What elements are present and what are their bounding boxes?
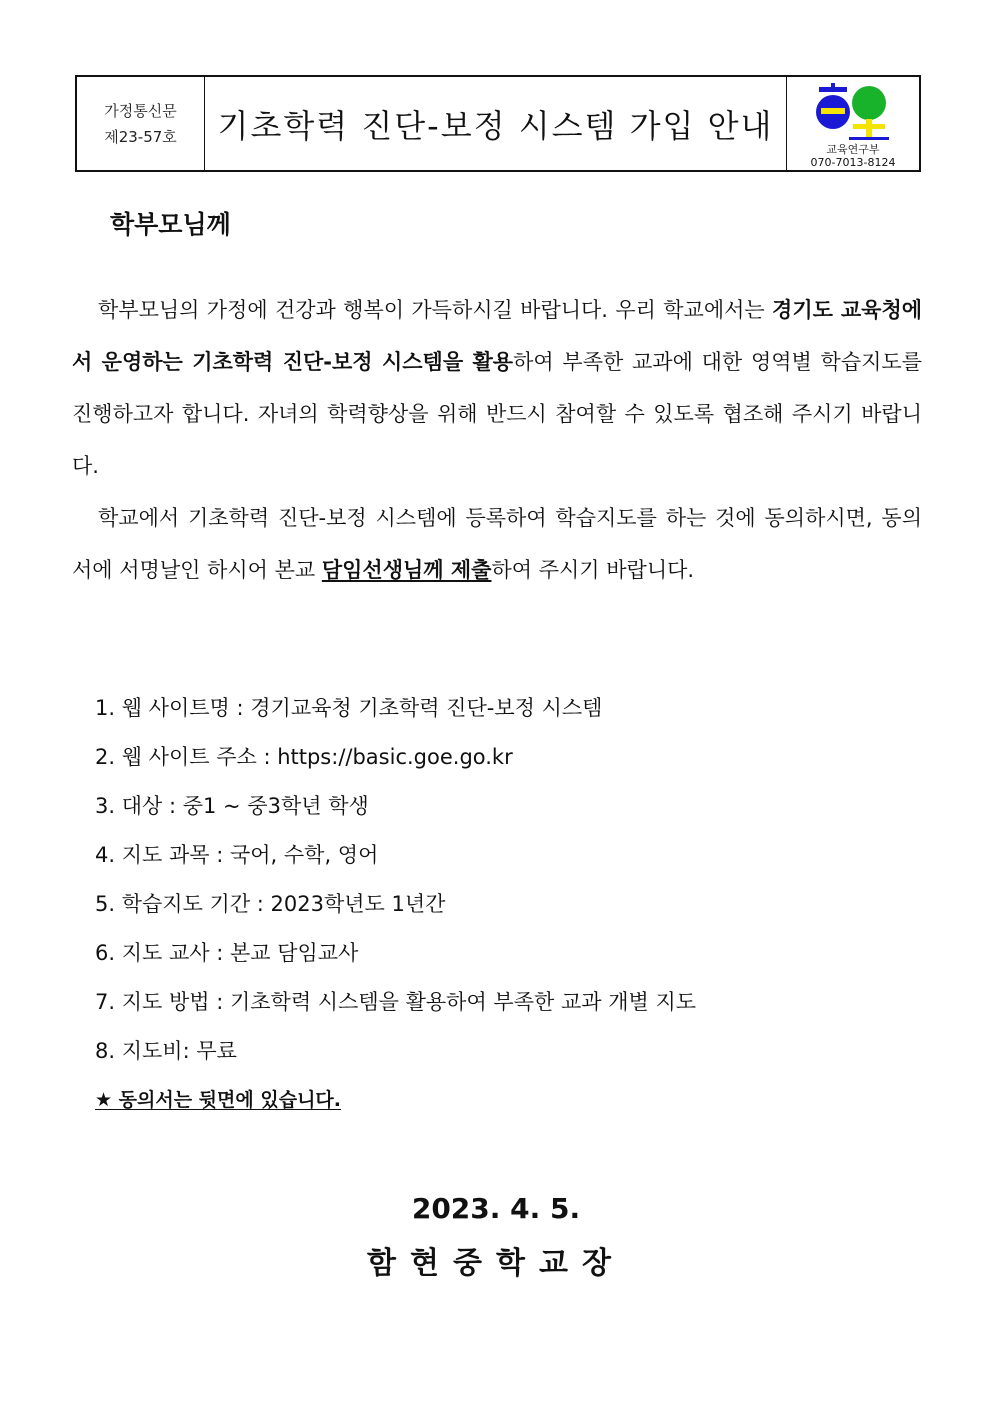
doc-number: 제23-57호 — [104, 127, 177, 146]
page-title: 기초학력 진단-보정 시스템 가입 안내 — [217, 106, 774, 145]
p1-text-b: 하여 부족한 교과에 대한 영역별 학습지도를 진행하고자 합니다. 자녀의 학력향상을 위해 반드시 참여할 수 있도록 협조해 주시기 바랍니다. — [72, 350, 922, 478]
list-item: 8. 지도비: 무료 — [95, 1039, 237, 1063]
doc-type: 가정통신문 — [104, 101, 177, 120]
p1-text-a: 학부모님의 가정에 건강과 행복이 가득하시길 바랍니다. 우리 학교에서는 — [98, 298, 773, 322]
document-header — [75, 75, 921, 172]
school-logo-cell — [786, 77, 919, 170]
p2-text-a: 학교에서 기초학력 진단-보정 시스템에 등록하여 학습지도를 하는 것에 동의하시면, 동의서에 서명날인 하시어 본교 — [72, 506, 922, 582]
doc-info-cell — [77, 77, 205, 170]
list-item: 1. 웹 사이트명 : 경기교육청 기초학력 진단-보정 시스템 — [95, 696, 603, 720]
list-item: 4. 지도 과목 : 국어, 수학, 영어 — [95, 843, 379, 867]
list-item: 6. 지도 교사 : 본교 담임교사 — [95, 941, 359, 965]
school-emblem-icon — [815, 83, 891, 143]
p2-text-b: 하여 주시기 바랍니다. — [491, 558, 695, 582]
p2-underlined-text: 담임선생님께 제출 — [321, 558, 492, 582]
list-item: 3. 대상 : 중1 ~ 중3학년 학생 — [95, 794, 369, 818]
dept-phone: 070-7013-8124 — [810, 156, 896, 169]
list-item: 5. 학습지도 기간 : 2023학년도 1년간 — [95, 892, 446, 916]
list-item: 7. 지도 방법 : 기초학력 시스템을 활용하여 부족한 교과 개별 지도 — [95, 990, 697, 1014]
paragraph-2 — [72, 492, 922, 596]
body-text — [72, 284, 922, 596]
list-item: 2. 웹 사이트 주소 : https://basic.goe.go.kr — [95, 745, 513, 769]
consent-note: ★ 동의서는 뒷면에 있습니다. — [95, 1089, 341, 1111]
p1-bold-text: 경기도 교육청에서 운영하는 기초학력 진단-보정 시스템을 활용 — [72, 298, 923, 374]
info-list — [95, 684, 696, 1125]
paragraph-1 — [72, 284, 922, 492]
dept-name: 교육연구부 — [826, 143, 880, 156]
principal-signature: 함현중학교장 — [367, 1246, 625, 1281]
greeting: 학부모님께 — [110, 210, 231, 239]
issue-date: 2023. 4. 5. — [411, 1192, 581, 1225]
